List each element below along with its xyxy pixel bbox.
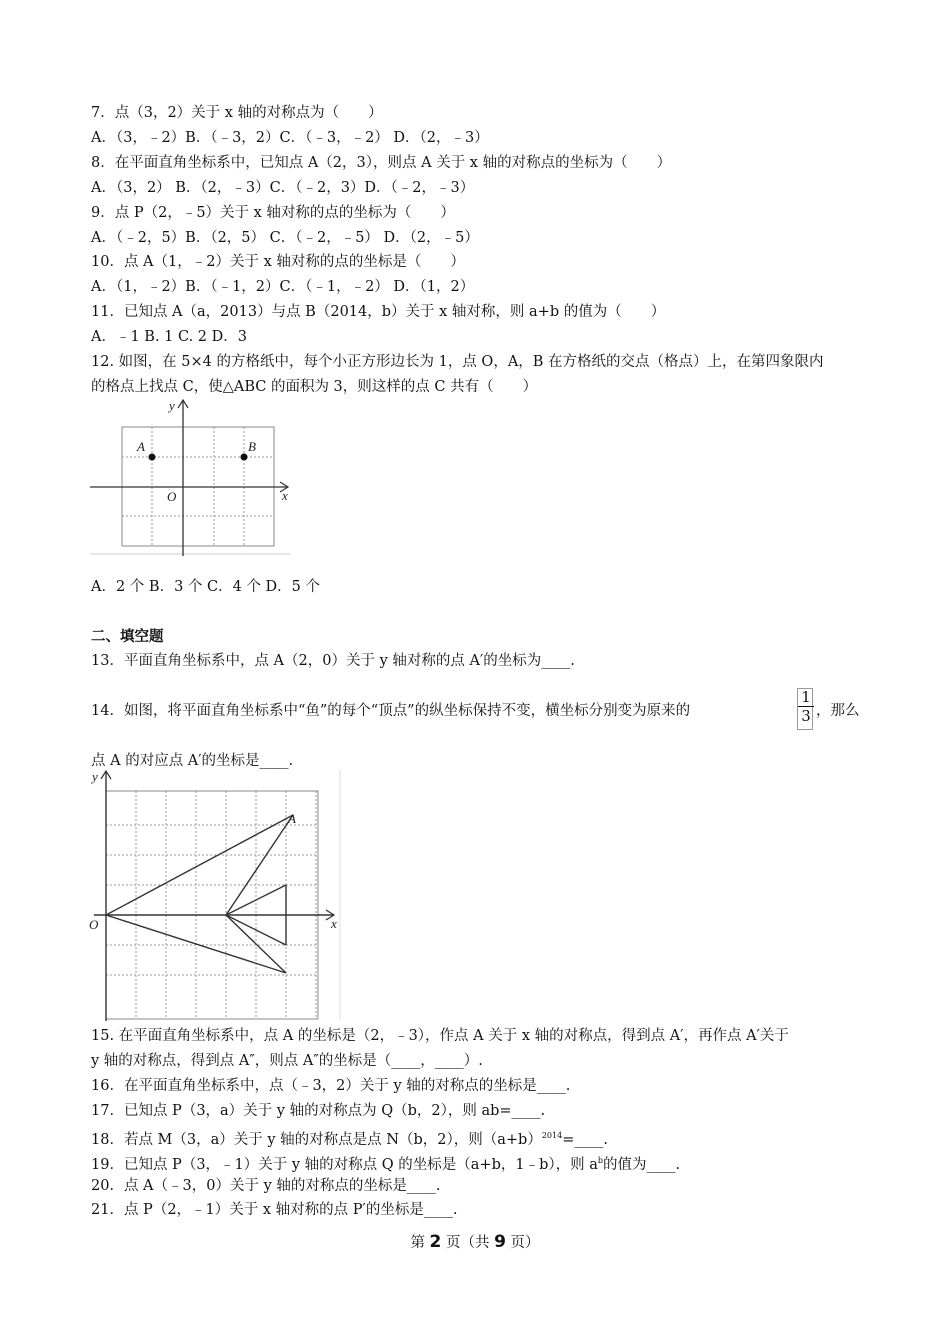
section-title-fill-blank: 二、填空题: [91, 629, 164, 645]
x-label: x: [282, 488, 288, 503]
q21: 21．点 P（2，﹣1）关于 x 轴对称的点 P′的坐标是____.: [91, 1202, 458, 1218]
q19-exponent: b: [597, 1156, 603, 1165]
q19-tail: 的值为____.: [603, 1157, 681, 1173]
q8-options: A．（3，2） B．（2，﹣3）C．（﹣2，3）D．（﹣2，﹣3）: [91, 180, 475, 196]
footer-page: 2: [429, 1232, 442, 1252]
page-footer: [0, 1232, 950, 1253]
fish-outline: [106, 815, 293, 973]
point-b: [241, 454, 248, 461]
q12-stem-line1: 12. 如图，在 5×4 的方格纸中，每个小正方形边长为 1，点 O，A，B 在方格纸的交点（格点）上，在第四象限内: [91, 354, 824, 370]
q14-line2: 点 A 的对应点 A′的坐标是____.: [91, 753, 294, 769]
q20: 20．点 A（﹣3，0）关于 y 轴的对称点的坐标是____.: [91, 1178, 441, 1194]
fraction-one-third: [798, 688, 814, 725]
point-a-label: A: [137, 439, 145, 454]
q15-line1: 15. 在平面直角坐标系中，点 A 的坐标是（2，﹣3），作点 A 关于 x 轴的对称点，得到点 A′，再作点 A′关于: [91, 1028, 789, 1044]
origin-label: O: [89, 917, 99, 932]
q16: 16．在平面直角坐标系中，点（﹣3，2）关于 y 轴的对称点的坐标是____.: [91, 1078, 571, 1094]
q14-line1-tail: ，那么: [816, 703, 860, 719]
q11-stem: 11．已知点 A（a，2013）与点 B（2014，b）关于 x 轴对称，则 a+b 的值为（ ）: [91, 304, 666, 320]
footer-pre: 第: [410, 1235, 430, 1251]
q19-text: 19．已知点 P（3，﹣1）关于 y 轴的对称点 Q 的坐标是（a+b，1﹣b），则 a: [91, 1157, 598, 1173]
point-a: [149, 454, 156, 461]
q18-tail: =____.: [562, 1132, 608, 1148]
q12-stem-line2: 的格点上找点 C，使△ABC 的面积为 3，则这样的点 C 共有（ ）: [91, 379, 538, 395]
point-b-label: B: [248, 439, 256, 454]
q8-stem: 8．在平面直角坐标系中，已知点 A（2，3），则点 A 关于 x 轴的对称点的坐标为（ ）: [91, 155, 672, 171]
q13: 13．平面直角坐标系中，点 A（2，0）关于 y 轴对称的点 A′的坐标为____.: [91, 653, 575, 669]
y-label: y: [169, 398, 175, 413]
q10-options: A．（1，﹣2）B．（﹣1，2）C．（﹣1，﹣2） D．（1，2）: [91, 279, 475, 295]
q14-line1: 14．如图，将平面直角坐标系中“鱼”的每个“顶点”的纵坐标保持不变，横坐标分别变为原来的: [91, 703, 691, 719]
fraction-denominator: 3: [801, 707, 811, 725]
y-label: y: [92, 769, 98, 784]
q17: 17．已知点 P（3，a）关于 y 轴的对称点为 Q（b，2），则 ab=____.: [91, 1103, 546, 1119]
fraction-numerator: 1: [798, 688, 814, 707]
q18-exponent: 2014: [541, 1131, 563, 1140]
q11-options: A．﹣1 B. 1 C. 2 D．3: [91, 329, 247, 345]
q7-options: A．（3，﹣2）B．（﹣3，2）C．（﹣3，﹣2） D．（2，﹣3）: [91, 130, 489, 146]
q7-stem: 7．点（3，2）关于 x 轴的对称点为（ ）: [91, 105, 383, 121]
q9-stem: 9．点 P（2，﹣5）关于 x 轴对称的点的坐标为（ ）: [91, 205, 455, 221]
footer-post: 页）: [505, 1235, 540, 1251]
footer-total: 9: [494, 1232, 506, 1252]
q12-options: A．2 个 B．3 个 C．4 个 D．5 个: [91, 579, 321, 595]
q15-line2: y 轴的对称点，得到点 A″，则点 A″的坐标是（____，____）.: [91, 1053, 483, 1069]
q19: [91, 1151, 680, 1175]
q18: [91, 1126, 608, 1150]
x-label: x: [331, 916, 337, 931]
origin-label: O: [167, 489, 177, 504]
footer-mid: 页（共: [441, 1235, 495, 1251]
point-a-label: A: [288, 811, 296, 826]
grid-figure-1: [90, 396, 295, 558]
q9-options: A．（﹣2，5）B．（2，5） C．（﹣2，﹣5） D．（2，﹣5）: [91, 230, 479, 246]
q18-text: 18．若点 M（3，a）关于 y 轴的对称点是点 N（b，2），则（a+b）: [91, 1132, 542, 1148]
fish-figure: [88, 765, 350, 1022]
q10-stem: 10．点 A（1，﹣2）关于 x 轴对称的点的坐标是（ ）: [91, 254, 465, 270]
